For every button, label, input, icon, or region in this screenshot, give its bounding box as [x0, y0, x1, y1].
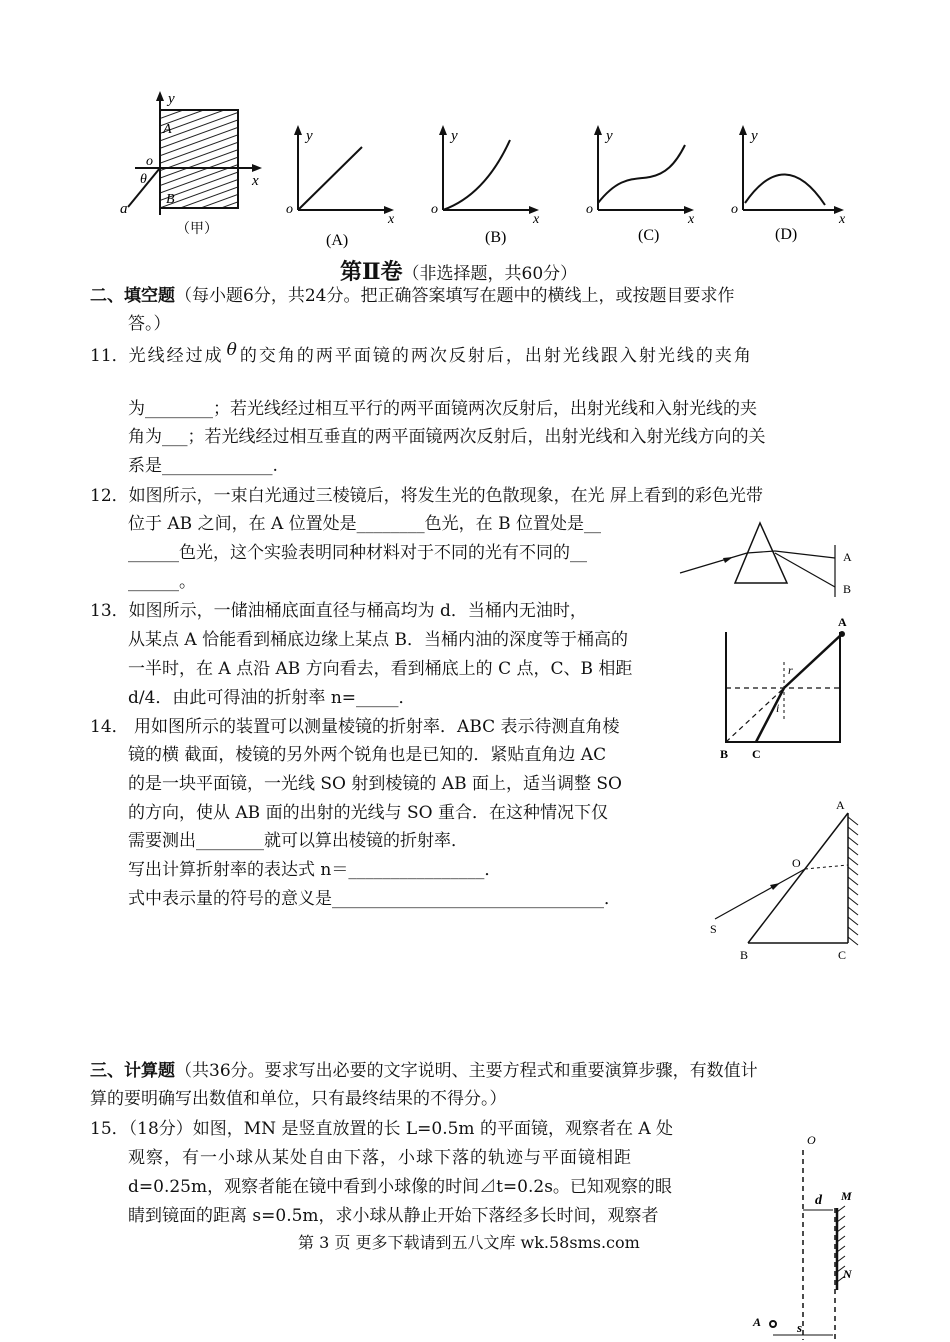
q15-line1: 15．（18分）如图，MN 是竖直放置的长 L=0.5m 的平面镜，观察者在 A 处: [90, 1119, 674, 1139]
svg-text:A: A: [836, 798, 845, 812]
graph-b-label: (B): [485, 229, 507, 246]
svg-text:y: y: [606, 128, 613, 144]
part2-title-main: 第Ⅱ卷: [340, 259, 403, 285]
jia-x: x: [252, 173, 259, 189]
svg-text:o: o: [286, 202, 293, 217]
q14-line1: 14． 用如图所示的装置可以测量棱镜的折射率．ABC 表示待测直角棱: [90, 717, 620, 737]
svg-text:y: y: [751, 128, 758, 144]
svg-text:B: B: [843, 582, 852, 596]
q14-line6: 写出计算折射率的表达式 n＝________________．: [128, 860, 502, 880]
svg-text:A: A: [838, 615, 847, 629]
q13-line3: 一半时，在 A 点沿 AB 方向看去，看到桶底上的 C 点，C、B 相距: [128, 659, 633, 679]
q15-line3: d=0.25m，观察者能在镜中看到小球像的时间⊿t=0.2s。已知观察的眼: [128, 1177, 672, 1197]
jia-label: （甲）: [176, 222, 218, 237]
q11-line2: 为________；若光线经过相互平行的两平面镜两次反射后，出射光线和入射光线的夹: [128, 399, 757, 419]
svg-text:A: A: [753, 1315, 762, 1329]
graph-a-label: (A): [326, 232, 349, 249]
jia-a: a: [120, 201, 128, 217]
svg-text:x: x: [388, 212, 395, 227]
q14-line5: 需要测出________就可以算出棱镜的折射率．: [128, 831, 468, 851]
q12-line1: 12．如图所示，一束白光通过三棱镜后，将发生光的色散现象，在光 屏上看到的彩色光带: [90, 486, 764, 506]
part2-title: [340, 255, 577, 286]
svg-text:o: o: [431, 202, 438, 217]
jia-A: A: [163, 122, 172, 137]
svg-text:i: i: [776, 701, 780, 715]
section2-head: 二、填空题: [90, 286, 175, 306]
graph-c: [586, 125, 695, 244]
svg-text:O: O: [792, 856, 801, 870]
q14-line4: 的方向，使从 AB 面的出射的光线与 SO 重合．在这种情况下仅: [128, 803, 608, 823]
figure-top: [100, 85, 860, 255]
svg-text:C: C: [752, 747, 761, 761]
q14-line3: 的是一块平面镜，一光线 SO 射到棱镜的 AB 面上，适当调整 SO: [128, 774, 622, 794]
q15-line2: 观察，有一小球从某处自由下落，小球下落的轨迹与平面镜相距: [128, 1148, 632, 1168]
svg-text:d: d: [815, 1193, 822, 1208]
svg-text:x: x: [839, 212, 846, 227]
q13-line1: 13．如图所示，一储油桶底面直径与桶高均为 d．当桶内无油时，: [90, 601, 587, 621]
svg-text:s: s: [797, 1320, 803, 1335]
figure-oil-bucket: [712, 612, 862, 767]
svg-text:B: B: [720, 747, 729, 761]
figure-mirror-ball: [745, 1130, 865, 1342]
q12-line2: 位于 AB 之间，在 A 位置处是________色光，在 B 位置处是__: [128, 514, 601, 534]
section3-head: 三、计算题: [90, 1061, 175, 1081]
graph-d-label: (D): [775, 226, 798, 243]
svg-text:O: O: [807, 1133, 816, 1147]
svg-text:y: y: [451, 128, 458, 144]
part2-title-sub: （非选择题，共60分）: [402, 264, 578, 284]
q13-line4: d/4．由此可得油的折射率 n=_____．: [128, 688, 416, 708]
svg-text:o: o: [586, 202, 593, 217]
q14-line7: 式中表示量的符号的意义是________________________________．: [128, 889, 621, 909]
section3-line1: 三、计算题（共36分。要求写出必要的文字说明、主要方程式和重要演算步骤，有数值计: [90, 1061, 758, 1081]
section3-line2: 算的要明确写出数值和单位，只有最终结果的不得分。）: [90, 1089, 507, 1109]
svg-text:S: S: [710, 922, 717, 936]
q11-blank3[interactable]: _____________: [162, 456, 273, 476]
svg-text:r: r: [788, 663, 793, 677]
svg-text:x: x: [533, 212, 540, 227]
q11-line3: 角为___；若光线经过相互垂直的两平面镜两次反射后，出射光线和入射光线方向的关: [128, 427, 766, 447]
q12-line4: ______。: [128, 572, 196, 592]
svg-text:C: C: [838, 948, 847, 962]
q11-blank1[interactable]: ________: [145, 399, 213, 419]
graph-d: [731, 125, 846, 243]
q11-line1: 11．光线经过成 θ 的交角的两平面镜的两次反射后，出射光线跟入射光线的夹角: [90, 340, 753, 366]
svg-text:B: B: [740, 948, 749, 962]
svg-text:y: y: [306, 128, 313, 144]
svg-text:A: A: [843, 550, 852, 564]
jia-y: y: [168, 91, 175, 107]
q14-line2: 镜的横 截面，棱镜的另外两个锐角也是已知的．紧贴直角边 AC: [128, 745, 607, 765]
q11-line4: 系是_____________.: [128, 456, 278, 476]
figure-prism-mirror: [700, 795, 870, 970]
q15-line4: 睛到镜面的距离 s=0.5m，求小球从静止开始下落经多长时间，观察者: [128, 1206, 659, 1226]
svg-text:N: N: [843, 1267, 852, 1281]
svg-text:o: o: [731, 202, 738, 217]
svg-text:M: M: [841, 1189, 852, 1203]
theta-symbol: θ: [226, 340, 237, 360]
jia-o: o: [146, 154, 153, 169]
q11-blank2[interactable]: ___: [162, 427, 188, 447]
graph-b: [431, 125, 540, 246]
jia-theta: θ: [140, 172, 147, 187]
graph-c-label: (C): [638, 227, 660, 244]
svg-text:x: x: [688, 212, 695, 227]
section2-line1: 二、填空题（每小题6分，共24分。把正确答案填写在题中的横线上，或按题目要求作: [90, 286, 735, 306]
figure-jia: [120, 91, 262, 237]
graph-a: [286, 125, 395, 249]
jia-B: B: [166, 192, 175, 207]
section2-line2: 答。）: [128, 314, 171, 334]
figure-prism: [675, 515, 865, 600]
q13-line2: 从某点 A 恰能看到桶底边缘上某点 B．当桶内油的深度等于桶高的: [128, 630, 628, 650]
page-footer: 第 3 页 更多下载请到五八文库 wk.58sms.com: [298, 1233, 640, 1252]
q12-line3: ______色光，这个实验表明同种材料对于不同的光有不同的__: [128, 543, 587, 563]
